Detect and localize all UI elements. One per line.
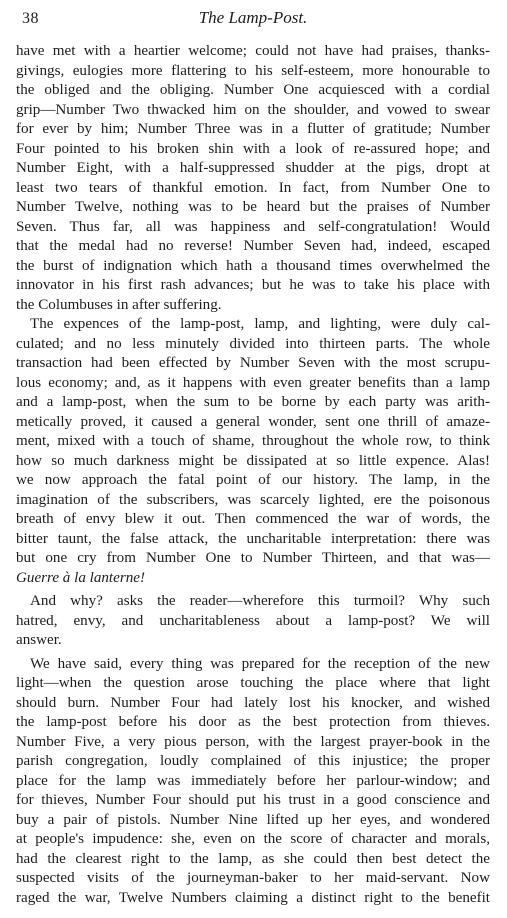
text-line: should burn. Number Four had lately lost his knocker, and wished (16, 694, 490, 711)
text-line: the lamp-post before his door as the best protection from thieves. (16, 714, 490, 730)
body-text (16, 42, 490, 908)
text-line: givings, eulogies more flattering to his self-esteem, more honourable to (16, 62, 490, 79)
text-line: and a lamp-post, when the sum to be borne by each party was arith- (16, 394, 490, 410)
text-line: The expences of the lamp-post, lamp, and lighting, were duly cal- (30, 316, 490, 332)
running-title: The Lamp-Post. (198, 8, 308, 27)
text-line: suspected visits of the journeyman-baker to her maid-servant. Now (16, 870, 490, 886)
text-line: hatred, envy, and uncharitableness about a lamp-post? We will (16, 612, 490, 629)
text-line: bitter taunt, the false attack, the uncharitable interpretation: there was (16, 530, 490, 547)
text-line: buy a pair of pistols. Number Nine lifted up her eyes, and wondered (16, 811, 490, 828)
text-line: that the medal had no reverse! Number Seven had, indeed, escaped (16, 238, 490, 254)
text-line: lous economy; and, as it happens with even greater benefits than a lamp (16, 374, 490, 391)
text-line: the obliged and the obliging. Number One acquiesced with a cordial (16, 82, 490, 98)
text-line: Number Five, a very pious person, with the largest prayer-book in the (16, 733, 490, 750)
text-line: ment, mixed with a touch of shame, throughout the whole row, to think (16, 433, 490, 449)
text-line: least two tears of thankful emotion. In fact, from Number One to (16, 179, 490, 196)
text-line: the burst of indignation which hath a thousand times overwhelmed the (16, 257, 490, 274)
text-line: Number Eight, with a half-suppressed shudder at the pigs, dropt at (16, 160, 490, 176)
text-line: Four pointed to his broken shin with a look of re-assured hope; and (16, 140, 490, 157)
text-line: how so much darkness might be dissipated at so little expence. Alas! (16, 452, 490, 469)
text-line: raged the war, Twelve Numbers claiming a distinct right to the benefit (16, 889, 490, 906)
text-line: And why? asks the reader—wherefore this turmoil? Why such (30, 593, 490, 609)
text-line: have met with a heartier welcome; could not have had praises, thanks- (16, 43, 490, 59)
paragraph-1 (16, 42, 490, 315)
text-line: imagination of the subscribers, was scarcely lighted, ere the poisonous (16, 491, 490, 508)
italic-exclamation (16, 569, 490, 589)
running-head (16, 6, 490, 34)
text-line: parish congregation, loudly complained of this injustice; the proper (16, 753, 490, 769)
text-line: answer. (16, 632, 62, 648)
text-line: we now approach the fatal point of our history. The lamp, in the (16, 472, 490, 488)
text-line: but one cry from Number One to Number Thirteen, and that was— (16, 550, 490, 566)
text-line: transaction had been effected by Number Seven with the most scrupu- (16, 355, 490, 371)
text-line: had the clearest right to the lamp, as she could then best detect the (16, 850, 490, 867)
text-line: grip—Number Two thwacked him on the shoulder, and vowed to swear (16, 101, 490, 118)
text-line: metically proved, it caused a general wonder, sent one thrill of amaze- (16, 413, 490, 430)
text-line: Number Twelve, nothing was to be heard but the praises of Number (16, 199, 490, 215)
text-line: light—when the question arose touching the place where that light (16, 675, 490, 691)
text-line: at people's impudence: she, even on the score of character and morals, (16, 831, 490, 847)
text-line: place for the lamp was immediately before her parlour-window; and (16, 772, 490, 789)
paragraph-3 (16, 592, 490, 651)
text-line: innovator in his first rash advances; but he was to take his place with (16, 277, 490, 293)
text-line: breath of envy blew it out. Then commenced the war of words, the (16, 511, 490, 527)
text-line: culated; and no less minutely divided into thirteen parts. The whole (16, 335, 490, 352)
text-line: Seven. Thus far, all was happiness and self-congratulation! Would (16, 218, 490, 235)
paragraph-4 (16, 655, 490, 909)
guerre-a-la-lanterne: Guerre à la lanterne! (16, 569, 145, 586)
text-line: for ever by him; Number Three was in a flutter of gratitude; Number (16, 121, 490, 137)
page-number: 38 (22, 10, 39, 27)
book-page (16, 6, 490, 908)
text-line: We have said, every thing was prepared for the reception of the new (30, 655, 490, 672)
text-line: the Columbuses in after suffering. (16, 296, 222, 313)
text-line: for thieves, Number Four should put his trust in a good conscience and (16, 792, 490, 808)
paragraph-2 (16, 315, 490, 588)
